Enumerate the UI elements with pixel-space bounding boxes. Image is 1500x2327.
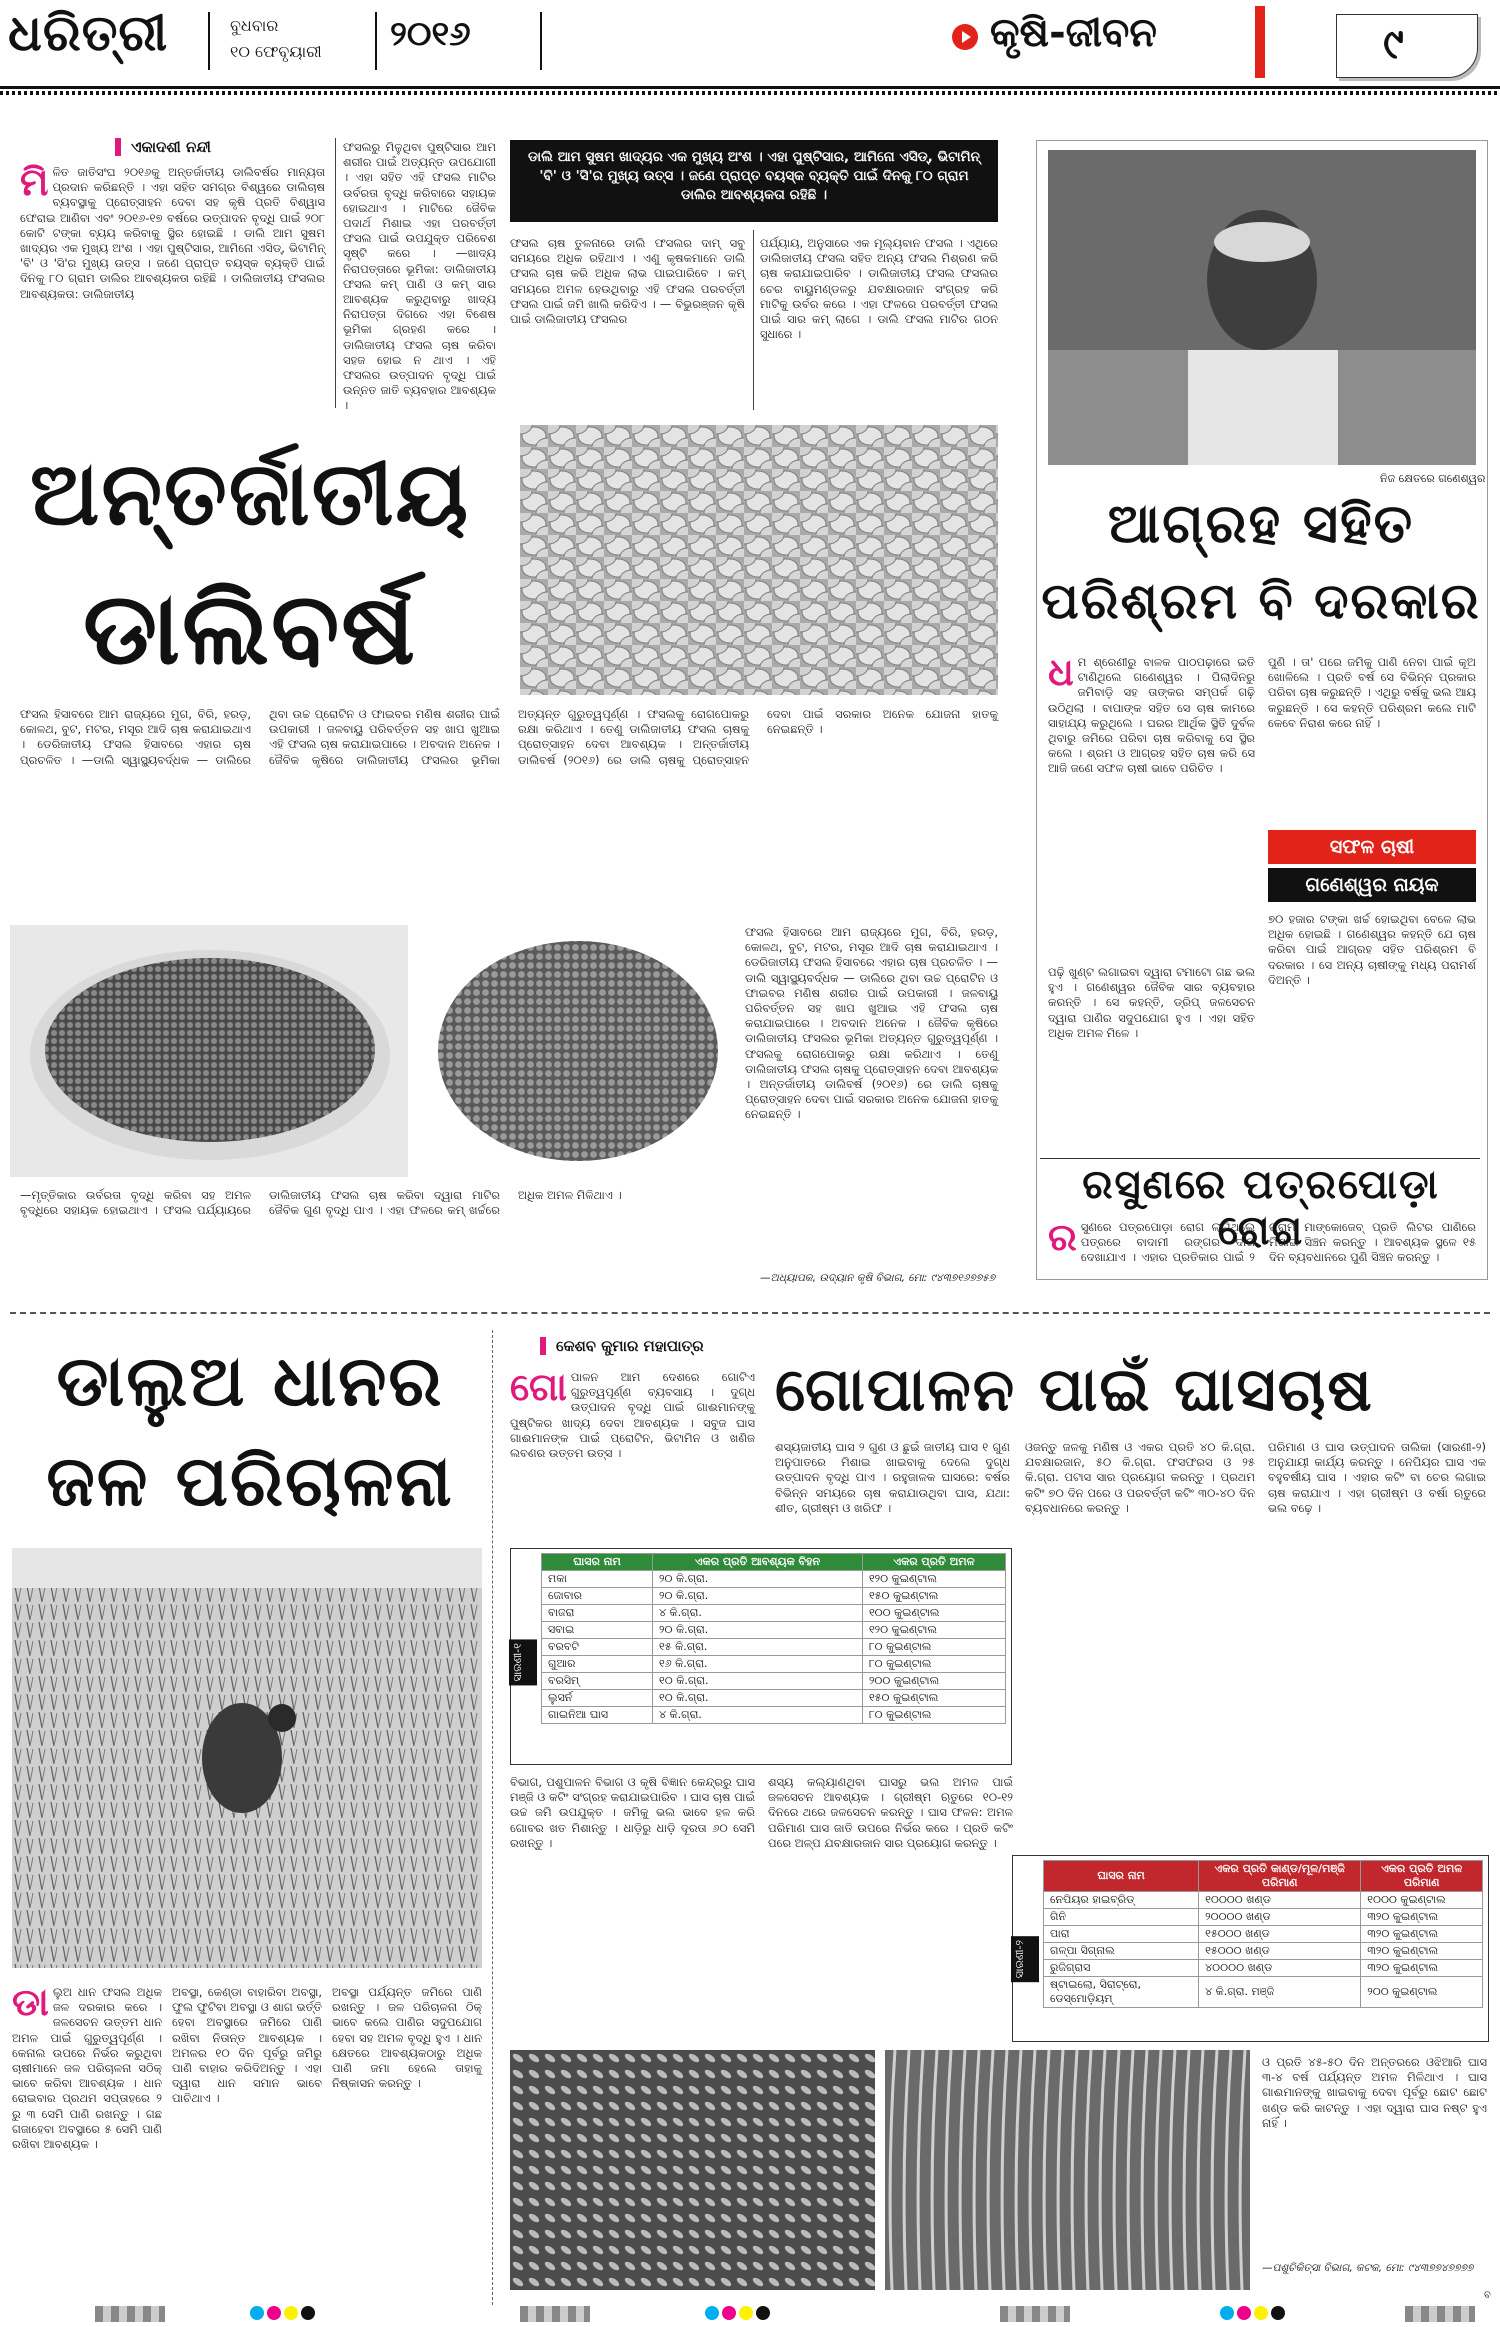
masthead xyxy=(0,0,1500,96)
section-title: କୃଷି-ଜୀବନ xyxy=(990,10,1157,56)
masthead-year: ୨୦୧୬ xyxy=(390,14,471,54)
lentils-photo xyxy=(520,425,998,695)
article4-body2: ଅବସ୍ଥା, କେଣ୍ଡା ବାହାରିବା ଅବସ୍ଥା, ଫୁଲ ଫୁଟିବା ଅବସ୍ଥା ଓ ଶାଗ ଭର୍ତ୍ତି ହେବା ଅବସ୍ଥାରେ ଜମିରେ ପାଣି ରଖିବା ନିତାନ୍ତ ଆବଶ୍ୟକ । ଅମଳର ୧୦ ଦିନ ପୂର୍ବରୁ ଜମିରୁ ପାଣି ବାହାର କରିଦିଅନ୍ତୁ । ଏହା ଦ୍ୱାରା ଧାନ ସମାନ ଭାବେ ପାଚିଥାଏ । xyxy=(172,1985,322,2106)
article2-headline-line2: ପରିଶ୍ରମ ବି ଦରକାର xyxy=(1041,572,1481,630)
article4-body3: ଅବସ୍ଥା ପର୍ଯ୍ୟନ୍ତ ଜମିରେ ପାଣି ରଖନ୍ତୁ । ଜଳ ପରିଚାଳନା ଠିକ୍ ଭାବେ କଲେ ପାଣିର ସଦୁପଯୋଗ ହେବା ସହ ଅମଳ ବୃଦ୍ଧି ହୁଏ । ଧାନ କ୍ଷେତରେ ଆବଶ୍ୟକଠାରୁ ଅଧିକ ପାଣି ଜମା ହେଲେ ତାହାକୁ ନିଷ୍କାସନ କରନ୍ତୁ । xyxy=(332,1985,482,2091)
article1-col3-mid: ଫସଲ ଚାଷ ତୁଳନାରେ ଡାଲି ଫସଲର ଦାମ୍ ସବୁ ସମୟରେ ଅଧିକ ରହିଥାଏ । ଏଣୁ କୃଷକମାନେ ଡାଲି ଫସଲ ଚାଷ କରି ଅଧିକ ଲାଭ ପାଇପାରିବେ । କମ୍ ସମୟରେ ଅମଳ ହେଉଥିବାରୁ ଏହି ଫସଲ ପରବର୍ତ୍ତୀ ଫସଲ ପାଇଁ ଜମି ଖାଲି କରିଦିଏ । — ବିଭୁରଞ୍ଜନ କୃଷି ପାଇଁ ଡାଲିଜାତୀୟ ଫସଲର xyxy=(510,236,745,327)
table1 xyxy=(510,1548,1012,1765)
table-row: ବାଜରା ୪ କି.ଗ୍ରା. ୧୦୦ କୁଇଣ୍ଟାଲ xyxy=(542,1605,1006,1622)
article1-headline-line1: ଅନ୍ତର୍ଜାତୀୟ xyxy=(29,442,471,545)
article5-bottom: ଓ ପ୍ରତି ୪୫-୫୦ ଦିନ ଅନ୍ତରରେ ଓଝିଆରି ଘାସ ୩-୪ ବର୍ଷ ପର୍ଯ୍ୟନ୍ତ ଅମଳ ମିଳିଥାଏ । ଘାସ ଗାଈମାନଙ୍କୁ ଖାଇବାକୁ ଦେବା ପୂର୍ବରୁ ଛୋଟ ଛୋଟ ଖଣ୍ଡ କରି କାଟନ୍ତୁ । ଏହା ଦ୍ୱାରା ଘାସ ନଷ୍ଟ ହୁଏ ନାହିଁ । xyxy=(1262,2055,1487,2130)
article5-mid2: ଶସ୍ୟ କଲ୍ୟାଣଥିବା ଘାସରୁ ଭଲ ଅମଳ ପାଇଁ ଜଳସେଚନ ଆବଶ୍ୟକ । ଗ୍ରୀଷ୍ମ ଋତୁରେ ୧୦-୧୨ ଦିନରେ ଥରେ ଜଳସେଚନ କରନ୍ତୁ । ଘାସ ଫଳନ: ଅମଳ ପରିମାଣ ଘାସ ଜାତି ଉପରେ ନିର୍ଭର କରେ । ପ୍ରତି କଟିଂ ପରେ ଅଳ୍ପ ଯବକ୍ଷାରଜାନ ସାର ପ୍ରୟୋଗ କରନ୍ତୁ । xyxy=(768,1775,1013,1850)
table-row: ବରବଟି ୧୫ କି.ଗ୍ରା. ୮୦ କୁଇଣ୍ଟାଲ xyxy=(542,1639,1006,1656)
article4-headline-line2: ଜଳ ପରିଚାଳନା xyxy=(46,1440,454,1522)
table-row: ଗିନି ୨୦୦୦୦ ଖଣ୍ଡ ୩୨୦ କୁଇଣ୍ଟାଲ xyxy=(1044,1909,1483,1926)
table-row: ସବାଇ ୨୦ କି.ଗ୍ରା. ୧୨୦ କୁଇଣ୍ଟାଲ xyxy=(542,1622,1006,1639)
table1-header-yield: ଏକର ପ୍ରତି ଅମଳ xyxy=(862,1554,1005,1571)
paddy-field-photo xyxy=(12,1548,482,1968)
table-row: ଲୁସର୍ନ ୧୦ କି.ଗ୍ରା. ୧୫୦ କୁଇଣ୍ଟାଲ xyxy=(542,1690,1006,1707)
article1-byline: ଏକାଦଶୀ ନନ୍ଦୀ xyxy=(115,138,211,156)
article1-col2-top: ଫସଲରୁ ମିଳୁଥିବା ପୁଷ୍ଟିସାର ଆମ ଶରୀର ପାଇଁ ଅତ୍ୟନ୍ତ ଉପଯୋଗୀ । ଏହା ସହିତ ଏହି ଫସଲ ମାଟିର ଉର୍ବରତା ବୃଦ୍ଧି କରିବାରେ ସହାୟକ ହୋଇଥାଏ । ମାଟିରେ ଜୈବିକ ପଦାର୍ଥ ମିଶାଇ ଏହା ପରବର୍ତ୍ତୀ ଫସଲ ପାଇଁ ଉପଯୁକ୍ତ ପରିବେଶ ସୃଷ୍ଟି କରେ । —ଖାଦ୍ୟ ନିରାପତ୍ତାରେ ଭୂମିକା: ଡାଲିଜାତୀୟ ଫସଲ କମ୍ ପାଣି ଓ କମ୍ ସାର ଆବଶ୍ୟକ କରୁଥିବାରୁ ଖାଦ୍ୟ ନିରାପତ୍ତା ଦିଗରେ ଏହା ବିଶେଷ ଭୂମିକା ଗ୍ରହଣ କରେ । ଡାଲିଜାତୀୟ ଫସଲ ଚାଷ କରିବା ସହଜ ହୋଇ ନ ଥାଏ । ଏହି ଫସଲର ଉତ୍ପାଦନ ବୃଦ୍ଧି ପାଇଁ ଉନ୍ନତ ଜାତି ବ୍ୟବହାର ଆବଶ୍ୟକ । xyxy=(343,140,496,413)
article1-callout: ଡାଲି ଆମ ସୁଷମ ଖାଦ୍ୟର ଏକ ମୁଖ୍ୟ ଅଂଶ । ଏହା ପୁଷ୍ଟିସାର, ଆମିନୋ ଏସିଡ୍, ଭିଟାମିନ୍ 'ବି' ଓ 'ସି'ର ମୁଖ୍ୟ ଉତ୍ସ । ଜଣେ ପ୍ରାପ୍ତ ବୟସ୍କ ବ୍ୟକ୍ତି ପାଇଁ ଦିନକୁ ୮୦ ଗ୍ରାମ ଡାଲିର ଆବଶ୍ୟକତା ରହିଛି । xyxy=(510,140,998,222)
article3-dropcap: ର xyxy=(1048,1215,1077,1259)
table-row: ଗୁଆର ୧୬ କି.ଗ୍ରା. ୮୦ କୁଇଣ୍ଟାଲ xyxy=(542,1656,1006,1673)
article1-dropcap: ମି xyxy=(20,160,49,204)
article2-dropcap: ଧ xyxy=(1048,650,1074,694)
article1-body-lower: ଫସଲ ହିସାବରେ ଆମ ରାଜ୍ୟରେ ମୁଗ, ବିରି, ହରଡ଼, କୋଳଥ, ବୁଟ, ମଟର, ମସୂର ଆଦି ଚାଷ କରାଯାଇଥାଏ । ଡେରିଜାତୀୟ ଫସଲ ହିସାବରେ ଏହାର ଚାଷ ପ୍ରଚଳିତ । —ଡାଲି ସ୍ୱାସ୍ଥ୍ୟବର୍ଦ୍ଧକ — ଡାଲିରେ ଥିବା ଉଚ୍ଚ ପ୍ରୋଟିନ ଓ ଫାଇବର ମଣିଷ ଶରୀର ପାଇଁ ଉପକାରୀ । ଜଳବାୟୁ ପରିବର୍ତ୍ତନ ସହ ଖାପ ଖୁଆଇ ଏହି ଫସଲ ଚାଷ କରାଯାଇପାରେ । ଅବଦାନ ଅନେକ । ଜୈବିକ କୃଷିରେ ଡାଲିଜାତୀୟ ଫସଲର ଭୂମିକା ଅତ୍ୟନ୍ତ ଗୁରୁତ୍ୱପୂର୍ଣ୍ଣ । ଫସଲକୁ ରୋଗପୋକରୁ ରକ୍ଷା କରିଥାଏ । ତେଣୁ ଡାଲିଜାତୀୟ ଫସଲ ଚାଷକୁ ପ୍ରୋତ୍ସାହନ ଦେବା ଆବଶ୍ୟକ । ଅନ୍ତର୍ଜାତୀୟ ଡାଲିବର୍ଷ (୨୦୧୬) ରେ ଡାଲି ଚାଷକୁ ପ୍ରୋତ୍ସାହନ ଦେବା ପାଇଁ ସରକାର ଅନେକ ଯୋଜନା ହାତକୁ ନେଇଛନ୍ତି । xyxy=(20,707,998,767)
page-number-box xyxy=(1336,14,1478,78)
article3-body: ର ସୁଣରେ ପତ୍ରପୋଡ଼ା ରୋଗ ଲାଗିଥିଲେ ପତ୍ରରେ ବାଦାମୀ ରଙ୍ଗର ଦାଗ ଦେଖାଯାଏ । ଏହାର ପ୍ରତିକାର ପାଇଁ ୨ ଗ୍ରାମ ମାଙ୍କୋଜେବ୍ ପ୍ରତି ଲିଟର ପାଣିରେ ମିଶାଇ ସିଞ୍ଚନ କରନ୍ତୁ । ଆବଶ୍ୟକ ସ୍ଥଳେ ୧୫ ଦିନ ବ୍ୟବଧାନରେ ପୁଣି ସିଞ୍ଚନ କରନ୍ତୁ । xyxy=(1048,1215,1476,1265)
farmer-photo xyxy=(1048,150,1476,465)
table1-header-name: ଘାସର ନାମ xyxy=(542,1554,653,1571)
article5-author: —ପଶୁଚିକିତ୍ସା ବିଭାଗ, କଟକ, ମୋ: ୯୪୩୭୭୪୭୭୭୭ xyxy=(1262,2262,1474,2274)
table-row: ନେପିୟର ହାଇବ୍ରିଡ୍ ୧୦୦୦୦ ଖଣ୍ଡ ୧୦୦୦ କୁଇଣ୍ଟାଲ xyxy=(1044,1892,1483,1909)
table-row: ଗାଇନିଆ ଘାସ ୪ କି.ଗ୍ରା. ୮୦ କୁଇଣ୍ଟାଲ xyxy=(542,1707,1006,1724)
table1-header-seed: ଏକର ପ୍ରତି ଆବଶ୍ୟକ ବିହନ xyxy=(653,1554,863,1571)
article2-body-lower-left: ପଢ଼ି ଖୁଣ୍ଟ ଲଗାଇବା ଦ୍ୱାରା ଟମାଟୋ ଗଛ ଭଲ ହୁଏ । ଗଣେଶ୍ୱର ଜୈବିକ ସାର ବ୍ୟବହାର କରନ୍ତି । ସେ କହନ୍ତି, ଡ୍ରିପ୍ ଜଳସେଚନ ଦ୍ୱାରା ପାଣିର ସଦୁପଯୋଗ ହୁଏ । ଏହା ସହିତ ଅଧିକ ଅମଳ ମିଳେ । xyxy=(1048,965,1255,1040)
fodder-grass-photo-1 xyxy=(510,2050,875,2290)
table2 xyxy=(1012,1855,1489,2042)
table-row: ରୁଜିଗ୍ରାସ ୪୦୦୦୦ ଖଣ୍ଡ ୩୨୦ କୁଇଣ୍ଟାଲ xyxy=(1044,1960,1483,1977)
registration-bar xyxy=(1000,2306,1070,2322)
article4-headline-line1: ଡାଲୁଅ ଧାନର xyxy=(56,1340,444,1422)
masthead-day: ବୁଧବାର xyxy=(230,16,279,35)
article1-body-mid-right: ଫସଲ ହିସାବରେ ଆମ ରାଜ୍ୟରେ ମୁଗ, ବିରି, ହରଡ଼, କୋଳଥ, ବୁଟ, ମଟର, ମସୂର ଆଦି ଚାଷ କରାଯାଇଥାଏ । ଡେରିଜାତୀୟ ଫସଲ ହିସାବରେ ଏହାର ଚାଷ ପ୍ରଚଳିତ । —ଡାଲି ସ୍ୱାସ୍ଥ୍ୟବର୍ଦ୍ଧକ — ଡାଲିରେ ଥିବା ଉଚ୍ଚ ପ୍ରୋଟିନ ଓ ଫାଇବର ମଣିଷ ଶରୀର ପାଇଁ ଉପକାରୀ । ଜଳବାୟୁ ପରିବର୍ତ୍ତନ ସହ ଖାପ ଖୁଆଇ ଏହି ଫସଲ ଚାଷ କରାଯାଇପାରେ । ଅବଦାନ ଅନେକ । ଜୈବିକ କୃଷିରେ ଡାଲିଜାତୀୟ ଫସଲର ଭୂମିକା ଅତ୍ୟନ୍ତ ଗୁରୁତ୍ୱପୂର୍ଣ୍ଣ । ଫସଲକୁ ରୋଗପୋକରୁ ରକ୍ଷା କରିଥାଏ । ତେଣୁ ଡାଲିଜାତୀୟ ଫସଲ ଚାଷକୁ ପ୍ରୋତ୍ସାହନ ଦେବା ଆବଶ୍ୟକ । ଅନ୍ତର୍ଜାତୀୟ ଡାଲିବର୍ଷ (୨୦୧୬) ରେ ଡାଲି ଚାଷକୁ ପ୍ରୋତ୍ସାହନ ଦେବା ପାଇଁ ସରକାର ଅନେକ ଯୋଜନା ହାତକୁ ନେଇଛନ୍ତି । xyxy=(745,925,998,1122)
color-marks xyxy=(1220,2306,1285,2322)
article2-body-left: ଧ ମ ଶ୍ରେଣୀରୁ ବାଳକ ପାଠପଢ଼ାରେ ଇତି ଟାଣିଥିଲେ ଗଣେଶ୍ୱର । ପିଲାଦିନରୁ ଜମିବାଡ଼ି ସହ ତାଙ୍କର ସମ୍ପର୍କ ଗଢ଼ି ଉଠିଥିଲା । ବାପାଙ୍କ ସହିତ ସେ ଚାଷ କାମରେ ସାହାଯ୍ୟ କରୁଥିଲେ । ଘରର ଆର୍ଥିକ ସ୍ଥିତି ଦୁର୍ବଳ ଥିବାରୁ ଜମିରେ ପରିବା ଚାଷ କରିବାକୁ ସେ ସ୍ଥିର କଲେ । ଶ୍ରମ ଓ ଆଗ୍ରହ ସହିତ ଚାଷ କରି ସେ ଆଜି ଜଣେ ସଫଳ ଚାଷୀ ଭାବେ ପରିଚିତ । xyxy=(1048,650,1255,776)
article5-col1: ଗୋ ପାଳନ ଆମ ଦେଶରେ ଗୋଟିଏ ଗୁରୁତ୍ୱପୂର୍ଣ୍ଣ ବ୍ୟବସାୟ । ଦୁଗ୍ଧ ଉତ୍ପାଦନ ବୃଦ୍ଧି ପାଇଁ ଗାଈମାନଙ୍କୁ ପୁଷ୍ଟିକର ଖାଦ୍ୟ ଦେବା ଆବଶ୍ୟକ । ସବୁଜ ଘାସ ଗାଈମାନଙ୍କ ପାଇଁ ପ୍ରୋଟିନ, ଭିଟାମିନ ଓ ଖଣିଜ ଲବଣର ଉତ୍ତମ ଉତ୍ସ । xyxy=(510,1365,755,1461)
article4-dropcap: ଡା xyxy=(12,1980,49,2024)
article1-col1-top: ମି ଳିତ ଜାତିସଂଘ ୨୦୧୬କୁ ଅନ୍ତର୍ଜାତୀୟ ଡାଲିବର୍ଷର ମାନ୍ୟତା ପ୍ରଦାନ କରିଛନ୍ତି । ଏହା ସହିତ ସମଗ୍ର ବିଶ୍ୱରେ ଡାଲିଚାଷ ବ୍ୟବସ୍ଥାକୁ ପ୍ରୋତ୍ସାହନ ଦେବା ସହ କୃଷି ପ୍ରତି ବିଶ୍ୱାସ ଫେରାଇ ଆଣିବା ଏବଂ ୨୦୧୬-୧୭ ବର୍ଷରେ ଉତ୍ପାଦନ ବୃଦ୍ଧି ପାଇଁ ୨୦୮ କୋଟି ଟଙ୍କା ବ୍ୟୟ କରିବାକୁ ସ୍ଥିର ହୋଇଛି । ଡାଲି ଆମ ସୁଷମ ଖାଦ୍ୟର ଏକ ମୁଖ୍ୟ ଅଂଶ । ଏହା ପୁଷ୍ଟିସାର, ଆମିନୋ ଏସିଡ୍, ଭିଟାମିନ୍ 'ବି' ଓ 'ସି'ର ମୁଖ୍ୟ ଉତ୍ସ । ଜଣେ ପ୍ରାପ୍ତ ବୟସ୍କ ବ୍ୟକ୍ତି ପାଇଁ ଦିନକୁ ୮୦ ଗ୍ରାମ ଡାଲିର ଆବଶ୍ୟକତା ରହିଛି । ଡାଲିଜାତୀୟ ଫସଲର ଆବଶ୍ୟକତା: ଡାଲିଜାତୀୟ xyxy=(20,160,325,301)
article5-mid: ବିଭାଗ, ପଶୁପାଳନ ବିଭାଗ ଓ କୃଷି ବିଜ୍ଞାନ କେନ୍ଦ୍ରରୁ ଘାସ ମଞ୍ଜି ଓ କଟିଂ ସଂଗ୍ରହ କରାଯାଇପାରିବ । ଘାସ ଚାଷ ପାଇଁ ଉଚ୍ଚ ଜମି ଉପଯୁକ୍ତ । ଜମିକୁ ଭଲ ଭାବେ ହଳ କରି ଗୋବର ଖତ ମିଶାନ୍ତୁ । ଧାଡ଼ିରୁ ଧାଡ଼ି ଦୂରତା ୬୦ ସେମି ରଖନ୍ତୁ । xyxy=(510,1775,755,1850)
table-row: ବରସିମ୍ ୧୦ କି.ଗ୍ରା. ୨୦୦ କୁଇଣ୍ଟାଲ xyxy=(542,1673,1006,1690)
table2-header-name: ଘାସର ନାମ xyxy=(1044,1861,1199,1892)
masthead-logo: ଧରିତ୍ରୀ xyxy=(8,4,169,62)
article2-headline-line1: ଆଗ୍ରହ ସହିତ xyxy=(1107,492,1415,555)
footer-page-mark: ବ xyxy=(1484,2290,1491,2301)
table-row: ଗଳ୍ପା ସିଗ୍ନାଲ ୧୫୦୦୦ ଖଣ୍ଡ ୩୨୦ କୁଇଣ୍ଟାଲ xyxy=(1044,1943,1483,1960)
article2-body-lower-right: ୭୦ ହଜାର ଟଙ୍କା ଖର୍ଚ୍ଚ ହୋଇଥିବା ବେଳେ ଲାଭ ଅଧିକ ହୋଇଛି । ଗଣେଶ୍ୱର କହନ୍ତି ଯେ ଚାଷ କରିବା ପାଇଁ ଆଗ୍ରହ ସହିତ ପରିଶ୍ରମ ବି ଦରକାର । ସେ ଅନ୍ୟ ଚାଷୀଙ୍କୁ ମଧ୍ୟ ପରାମର୍ଶ ଦିଅନ୍ତି । xyxy=(1268,912,1476,987)
registration-bar xyxy=(520,2306,590,2322)
article5-col2: ଶସ୍ୟଜାତୀୟ ଘାସ ୨ ଗୁଣ ଓ ଛୁଇଁ ଜାତୀୟ ଘାସ ୧ ଗୁଣ ଅନୁପାତରେ ମିଶାଇ ଖାଇବାକୁ ଦେଲେ ଦୁଗ୍ଧ ଉତ୍ପାଦନ ବୃଦ୍ଧି ପାଏ । ରହୁଜାଳକ ଘାସରେ: ବର୍ଷର ବିଭିନ୍ନ ସମୟରେ ଚାଷ କରାଯାଉଥିବା ଘାସ, ଯଥା: ଶୀତ, ଗ୍ରୀଷ୍ମ ଓ ଖରିଫ । xyxy=(775,1440,1010,1515)
registration-bar xyxy=(95,2306,165,2322)
article3-headline: ରସୁଣରେ ପତ୍ରପୋଡ଼ା ରୋଗ xyxy=(1082,1162,1440,1254)
article1-col4-mid: ପର୍ଯ୍ୟାୟ, ଅନୁସାରେ ଏକ ମୂଲ୍ୟବାନ ଫସଲ । ଏଥିରେ ଡାଲିଜାତୀୟ ଫସଲ ସହିତ ଅନ୍ୟ ଫସଲ ମିଶ୍ରଣ କରି ଚାଷ କରାଯାଇପାରିବ । ଡାଲିଜାତୀୟ ଫସଲ ଫସଲର ଚେର ବାୟୁମଣ୍ଡଳରୁ ଯବକ୍ଷାରଜାନ ସଂଗ୍ରହ କରି ମାଟିକୁ ଉର୍ବର କରେ । ଏହା ଫଳରେ ପରବର୍ତ୍ତୀ ଫସଲ ପାଇଁ ସାର କମ୍ ଲାଗେ । ଡାଲି ଫସଲ ମାଟିର ଗଠନ ସୁଧାରେ । xyxy=(760,236,998,342)
article5-byline: କେଶବ କୁମାର ମହାପାତ୍ର xyxy=(540,1337,704,1355)
table2-header-amount: ଏକର ପ୍ରତି କାଣ୍ଡ/ମୂଳ/ମଞ୍ଜି ପରିମାଣ xyxy=(1199,1861,1361,1892)
article4-body: ଡା ଲୁଅ ଧାନ ଫସଲ ଅଧିକ ଜଳ ଦରକାର କରେ । ଜଳସେଚନ ଉତ୍ତମ ଧାନ ଅମଳ ପାଇଁ ଗୁରୁତ୍ୱପୂର୍ଣ୍ଣ । କେନାଲ ଉପରେ ନିର୍ଭର କରୁଥିବା ଚାଷୀମାନେ ଜଳ ପରିଚାଳନା ସଠିକ୍ ଭାବେ କରିବା ଆବଶ୍ୟକ । ଧାନ ରୋଇବାର ପ୍ରଥମ ସପ୍ତାହରେ ୨ ରୁ ୩ ସେମି ପାଣି ରଖନ୍ତୁ । ଗଛ ଗଜାହେବା ଅବସ୍ଥାରେ ୫ ସେମି ପାଣି ରଖିବା ଆବଶ୍ୟକ । xyxy=(12,1980,162,2152)
article2-body-right: ପୁଣି । ତା' ପରେ ଜମିକୁ ପାଣି ନେବା ପାଇଁ କୂଅ ଖୋଳିଲେ । ପ୍ରତି ବର୍ଷ ସେ ବିଭିନ୍ନ ପ୍ରକାର ପରିବା ଚାଷ କରୁଛନ୍ତି । ଏଥିରୁ ବର୍ଷକୁ ଭଲ ଆୟ କରୁଛନ୍ତି । ସେ କହନ୍ତି ପରିଶ୍ରମ କଲେ ମାଟି କେବେ ନିରାଶ କରେ ନାହିଁ । xyxy=(1268,655,1476,730)
article1-body-bottom: —ମୃତ୍ତିକାର ଉର୍ବରତା ବୃଦ୍ଧି କରିବା ସହ ଅମଳ ବୃଦ୍ଧିରେ ସହାୟକ ହୋଇଥାଏ । ଫସଲ ପର୍ଯ୍ୟାୟରେ ଡାଲିଜାତୀୟ ଫସଲ ଚାଷ କରିବା ଦ୍ୱାରା ମାଟିର ଜୈବିକ ଗୁଣ ବୃଦ୍ଧି ପାଏ । ଏହା ଫଳରେ କମ୍ ଖର୍ଚ୍ଚରେ ଅଧିକ ଅମଳ ମିଳିଥାଏ । xyxy=(20,1188,622,1218)
fodder-grass-photo-2 xyxy=(885,2050,1250,2290)
green-gram-photo-2 xyxy=(418,925,736,1177)
play-icon xyxy=(952,24,978,50)
table2-label: ସାରଣୀ-୨ xyxy=(1011,1936,1039,1982)
article5-dropcap: ଗୋ xyxy=(510,1365,567,1409)
table-row: ପାରା ୧୫୦୦୦ ଖଣ୍ଡ ୩୨୦ କୁଇଣ୍ଟାଲ xyxy=(1044,1926,1483,1943)
table-row: ମକା ୨୦ କି.ଗ୍ରା. ୧୨୦ କୁଇଣ୍ଟାଲ xyxy=(542,1571,1006,1588)
article5-col4: ପରିମାଣ ଓ ଘାସ ଉତ୍ପାଦନ ତାଲିକା (ସାରଣୀ-୨) ଅନୁଯାୟୀ କାର୍ଯ୍ୟ କରନ୍ତୁ । ନେପିୟର ଘାସ ଏକ ବହୁବର୍ଷୀୟ ଘାସ । ଏହାର କଟିଂ ବା ଚେର ଲଗାଇ ଚାଷ କରାଯାଏ । ଏହା ଗ୍ରୀଷ୍ମ ଓ ବର୍ଷା ଋତୁରେ ଭଲ ବଢ଼େ । xyxy=(1268,1440,1486,1515)
table-row: ଷ୍ଟାଇଲୋ, ସିରାଟ୍ରୋ, ଡେସ୍ମୋଡ଼ିୟମ୍ ୪ କି.ଗ୍ରା. ମଞ୍ଜି ୨୦୦ କୁଇଣ୍ଟାଲ xyxy=(1044,1977,1483,2008)
masthead-date: ୧୦ ଫେବୃୟାରୀ xyxy=(230,42,322,61)
green-gram-photo-1 xyxy=(10,925,408,1177)
color-marks xyxy=(250,2306,315,2322)
successful-farmer-label: ସଫଳ ଚାଷୀ xyxy=(1268,830,1476,864)
page-number: ୯ xyxy=(1383,19,1404,68)
table-row: ଜୋବାର ୨୦ କି.ଗ୍ରା. ୧୫୦ କୁଇଣ୍ଟାଲ xyxy=(542,1588,1006,1605)
farmer-photo-caption: ନିଜ କ୍ଷେତରେ ଗଣେଶ୍ୱର xyxy=(1380,472,1486,485)
table1-label: ସାରଣୀ-୧ xyxy=(509,1639,537,1685)
article1-author: —ଅଧ୍ୟାପକ, ଉଦ୍ୟାନ କୃଷି ବିଭାଗ, ମୋ: ୯୪୩୭୧୬୭୭୫୭ xyxy=(760,1272,996,1284)
color-marks xyxy=(705,2306,770,2322)
table2-header-yield: ଏକର ପ୍ରତି ଅମଳ ପରିମାଣ xyxy=(1361,1861,1483,1892)
farmer-name-label: ଗଣେଶ୍ୱର ନାୟକ xyxy=(1268,868,1476,902)
article1-headline-line2: ଡାଲିବର୍ଷ xyxy=(83,570,417,687)
article5-col3: ଓଜନ୍ତୁ ଜଳକୁ ମଣିଷ ଓ ଏକର ପ୍ରତି ୪୦ କି.ଗ୍ରା. ଯବକ୍ଷାରଜାନ, ୫୦ କି.ଗ୍ରା. ଫସଫରସ ଓ ୨୫ କି.ଗ୍ରା. ପଟାସ ସାର ପ୍ରୟୋଗ କରନ୍ତୁ । ପ୍ରଥମ କଟିଂ ୭୦ ଦିନ ପରେ ଓ ପରବର୍ତ୍ତୀ କଟିଂ ୩୦-୪୦ ଦିନ ବ୍ୟବଧାନରେ କରନ୍ତୁ । xyxy=(1025,1440,1255,1515)
article5-headline: ଗୋପାଳନ ପାଇଁ ଘାସଚାଷ xyxy=(775,1355,1374,1425)
registration-bar xyxy=(1405,2306,1475,2322)
